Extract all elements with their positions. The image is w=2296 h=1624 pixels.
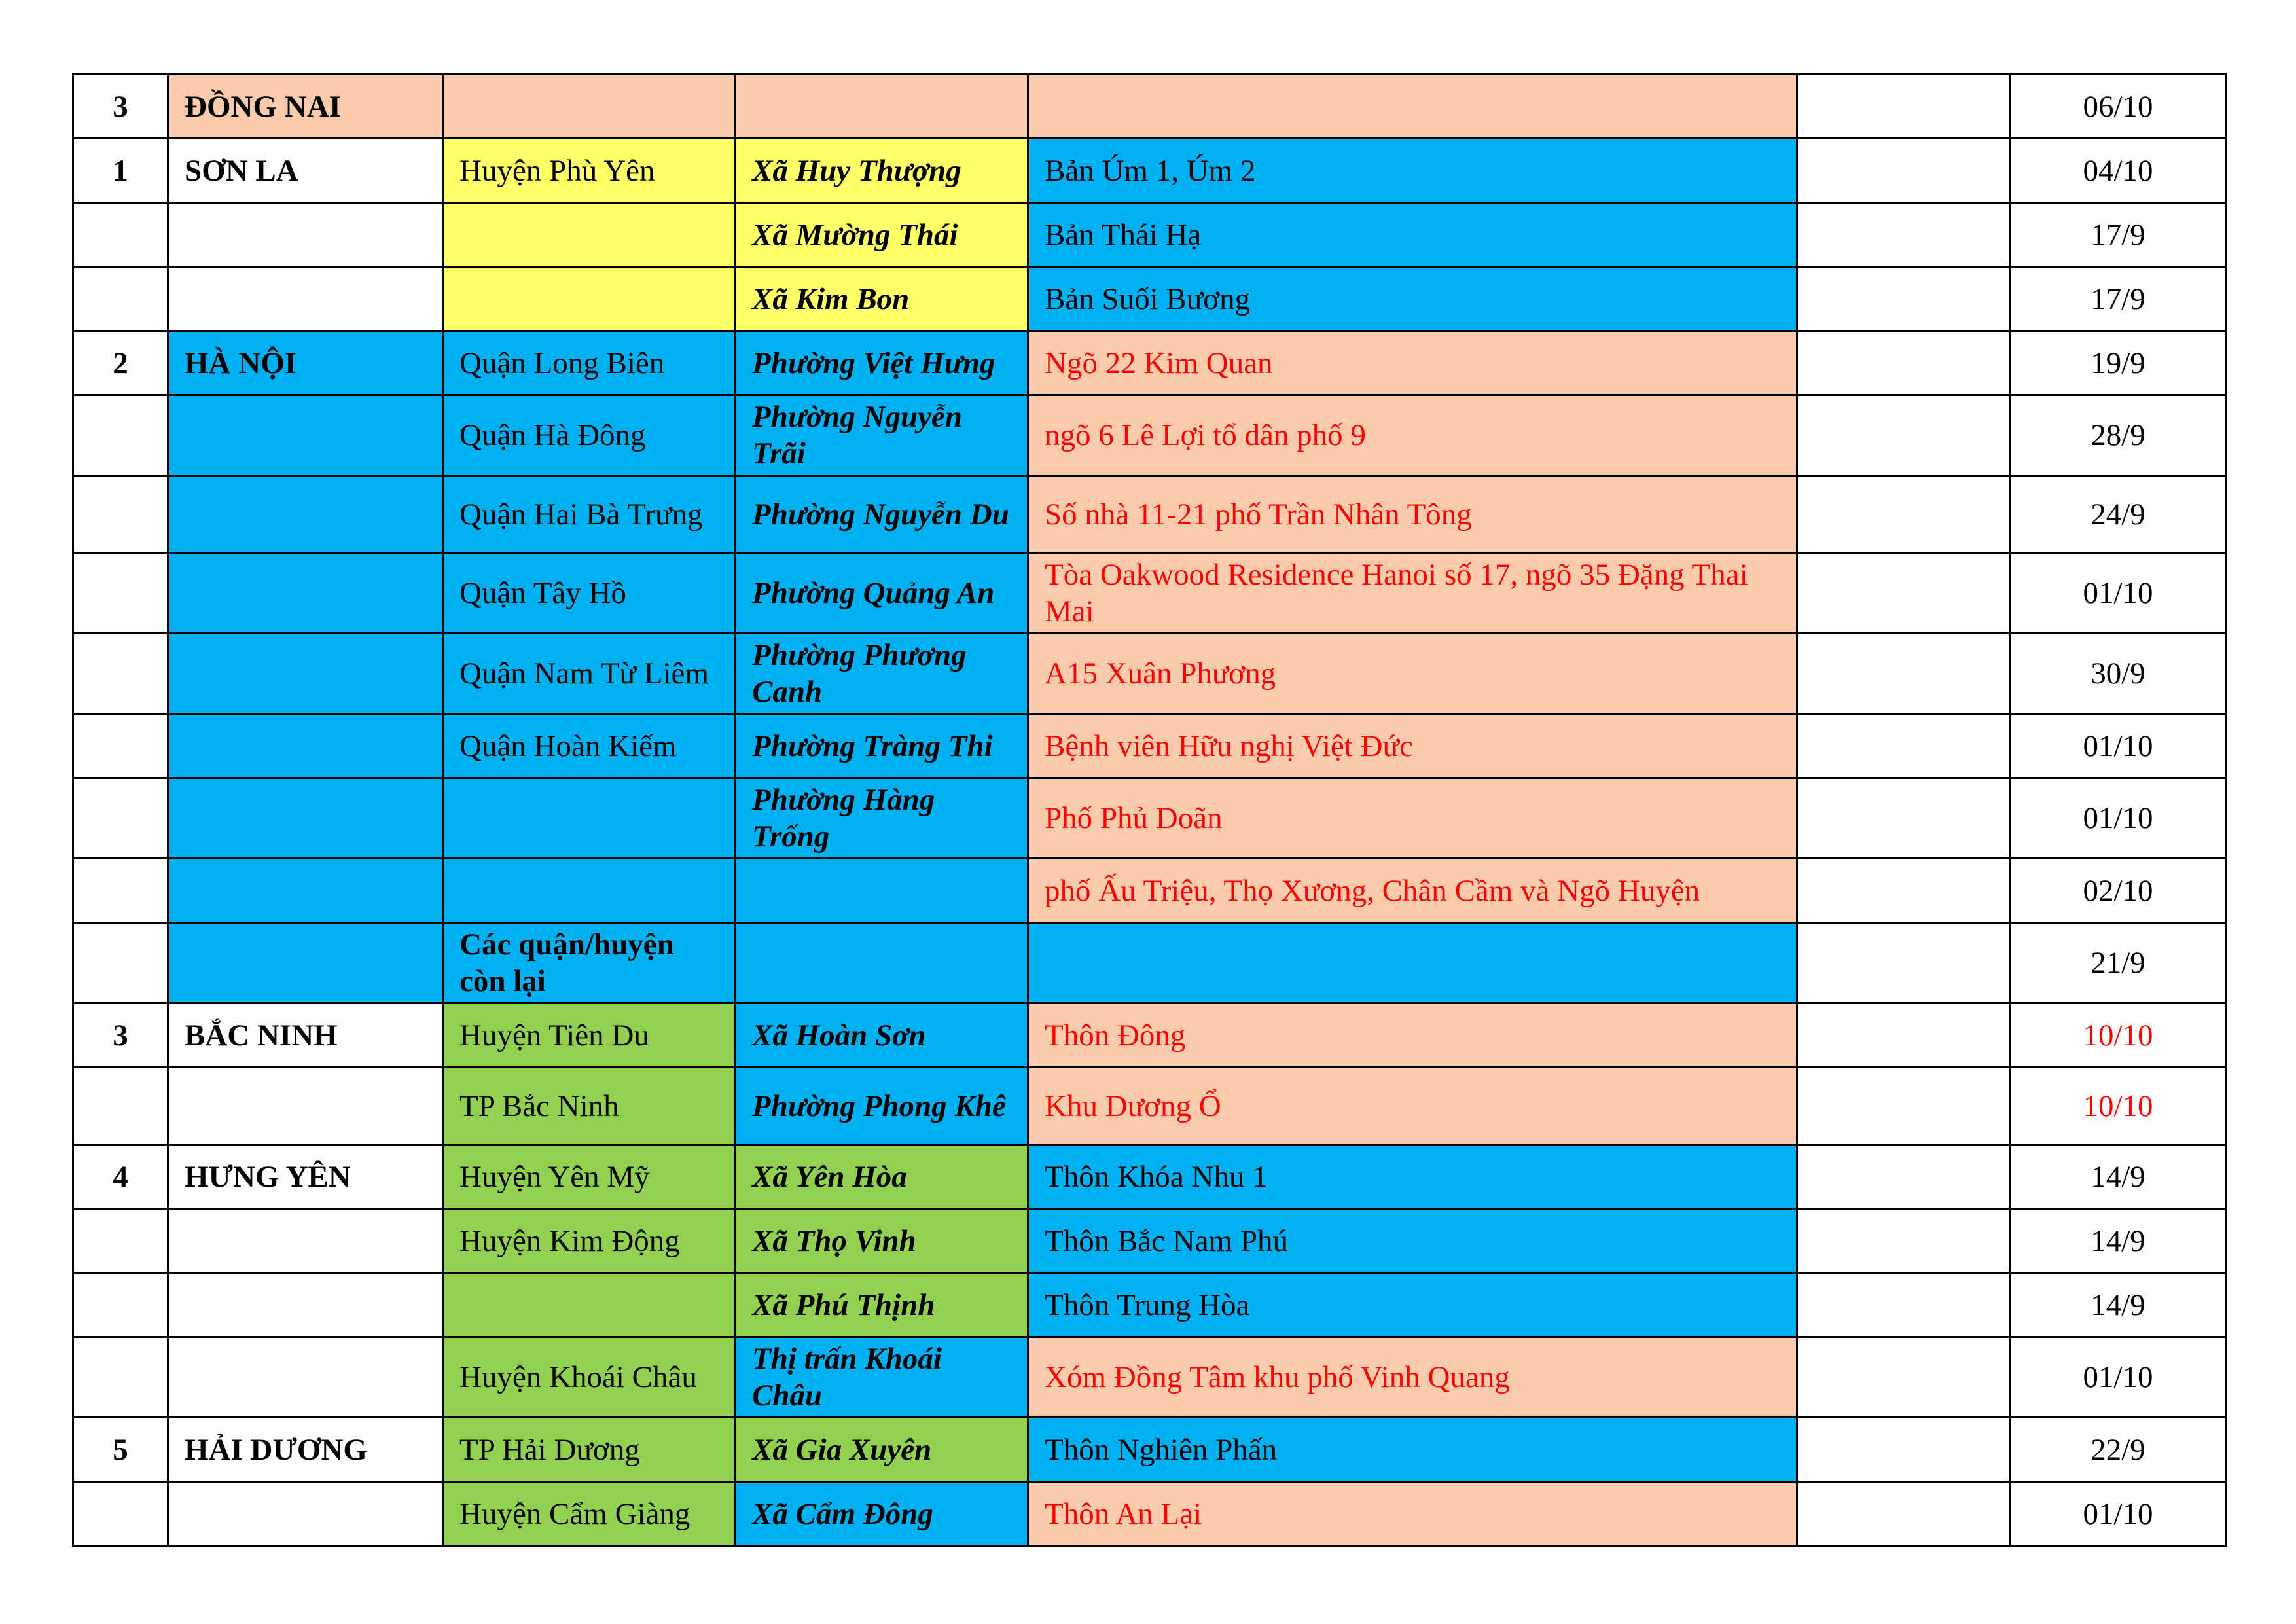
ward-cell: Phường Nguyễn Trãi (736, 395, 1028, 476)
ward-cell (736, 75, 1028, 139)
row-number-cell: 3 (73, 75, 168, 139)
row-number-cell: 3 (73, 1003, 168, 1068)
location-cell (1028, 75, 1797, 139)
table-row (73, 923, 2227, 1003)
table-row (73, 1209, 2227, 1273)
district-cell: Huyện Khoái Châu (443, 1337, 736, 1418)
province-cell (168, 1273, 443, 1337)
row-number-cell (73, 714, 168, 778)
location-cell (1028, 923, 1797, 1003)
ward-cell: Phường Phương Canh (736, 634, 1028, 714)
table-row (73, 1145, 2227, 1209)
province-cell: BẮC NINH (168, 1003, 443, 1068)
location-cell: Bản Úm 1, Úm 2 (1028, 139, 1797, 203)
date-cell: 01/10 (2010, 778, 2227, 859)
ward-cell: Phường Tràng Thi (736, 714, 1028, 778)
empty-cell (1797, 331, 2010, 395)
empty-cell (1797, 634, 2010, 714)
location-cell: Khu Dương Ổ (1028, 1068, 1797, 1145)
outbreak-locations-table (72, 73, 2227, 1547)
location-cell: Bệnh viên Hữu nghị Việt Đức (1028, 714, 1797, 778)
province-cell (168, 1337, 443, 1418)
row-number-cell: 4 (73, 1145, 168, 1209)
ward-cell: Xã Huy Thượng (736, 139, 1028, 203)
location-cell: Bản Thái Hạ (1028, 203, 1797, 267)
row-number-cell (73, 859, 168, 923)
location-cell: ngõ 6 Lê Lợi tổ dân phố 9 (1028, 395, 1797, 476)
empty-cell (1797, 139, 2010, 203)
ward-cell (736, 923, 1028, 1003)
location-cell: Xóm Đồng Tâm khu phố Vinh Quang (1028, 1337, 1797, 1418)
empty-cell (1797, 1482, 2010, 1546)
empty-cell (1797, 1209, 2010, 1273)
row-number-cell: 5 (73, 1418, 168, 1482)
row-number-cell (73, 634, 168, 714)
empty-cell (1797, 75, 2010, 139)
ward-cell: Xã Phú Thịnh (736, 1273, 1028, 1337)
province-cell (168, 553, 443, 634)
empty-cell (1797, 1003, 2010, 1068)
location-cell: Số nhà 11-21 phố Trần Nhân Tông (1028, 476, 1797, 553)
province-cell (168, 714, 443, 778)
table-row (73, 139, 2227, 203)
row-number-cell (73, 476, 168, 553)
empty-cell (1797, 1337, 2010, 1418)
date-cell: 19/9 (2010, 331, 2227, 395)
table-row (73, 395, 2227, 476)
province-cell (168, 476, 443, 553)
location-cell: Bản Suối Bương (1028, 267, 1797, 331)
row-number-cell (73, 395, 168, 476)
empty-cell (1797, 267, 2010, 331)
empty-cell (1797, 1273, 2010, 1337)
table-row (73, 859, 2227, 923)
district-cell: TP Hải Dương (443, 1418, 736, 1482)
ward-cell: Xã Cẩm Đông (736, 1482, 1028, 1546)
province-cell (168, 267, 443, 331)
location-cell: Thôn An Lại (1028, 1482, 1797, 1546)
date-cell: 02/10 (2010, 859, 2227, 923)
table-row (73, 1003, 2227, 1068)
ward-cell: Xã Yên Hòa (736, 1145, 1028, 1209)
province-cell: HƯNG YÊN (168, 1145, 443, 1209)
ward-cell: Phường Phong Khê (736, 1068, 1028, 1145)
row-number-cell (73, 1209, 168, 1273)
province-cell (168, 923, 443, 1003)
district-cell: Huyện Tiên Du (443, 1003, 736, 1068)
province-cell (168, 1482, 443, 1546)
ward-cell: Xã Kim Bon (736, 267, 1028, 331)
date-cell: 22/9 (2010, 1418, 2227, 1482)
table-row (73, 267, 2227, 331)
district-cell: Các quận/huyện còn lại (443, 923, 736, 1003)
ward-cell: Xã Thọ Vinh (736, 1209, 1028, 1273)
district-cell (443, 267, 736, 331)
table-row (73, 1068, 2227, 1145)
table-row (73, 1273, 2227, 1337)
table-row (73, 1418, 2227, 1482)
district-cell: Huyện Cẩm Giàng (443, 1482, 736, 1546)
table-row (73, 714, 2227, 778)
date-cell: 10/10 (2010, 1003, 2227, 1068)
empty-cell (1797, 778, 2010, 859)
date-cell: 06/10 (2010, 75, 2227, 139)
date-cell: 17/9 (2010, 203, 2227, 267)
district-cell: Quận Hai Bà Trưng (443, 476, 736, 553)
district-cell: Quận Hà Đông (443, 395, 736, 476)
empty-cell (1797, 1145, 2010, 1209)
row-number-cell (73, 1482, 168, 1546)
district-cell (443, 203, 736, 267)
date-cell: 14/9 (2010, 1145, 2227, 1209)
row-number-cell (73, 923, 168, 1003)
district-cell: Huyện Yên Mỹ (443, 1145, 736, 1209)
row-number-cell (73, 553, 168, 634)
row-number-cell: 2 (73, 331, 168, 395)
date-cell: 01/10 (2010, 553, 2227, 634)
row-number-cell (73, 267, 168, 331)
province-cell (168, 1068, 443, 1145)
province-cell (168, 395, 443, 476)
date-cell: 30/9 (2010, 634, 2227, 714)
location-cell: Tòa Oakwood Residence Hanoi số 17, ngõ 35 Đặng Thai Mai (1028, 553, 1797, 634)
district-cell (443, 1273, 736, 1337)
location-cell: Thôn Khóa Nhu 1 (1028, 1145, 1797, 1209)
date-cell: 28/9 (2010, 395, 2227, 476)
table-row (73, 1337, 2227, 1418)
ward-cell: Xã Hoàn Sơn (736, 1003, 1028, 1068)
date-cell: 04/10 (2010, 139, 2227, 203)
table-row (73, 331, 2227, 395)
row-number-cell: 1 (73, 139, 168, 203)
date-cell: 17/9 (2010, 267, 2227, 331)
date-cell: 10/10 (2010, 1068, 2227, 1145)
location-cell: Thôn Bắc Nam Phú (1028, 1209, 1797, 1273)
row-number-cell (73, 1337, 168, 1418)
location-cell: Phố Phủ Doãn (1028, 778, 1797, 859)
district-cell: Quận Nam Từ Liêm (443, 634, 736, 714)
ward-cell: Phường Việt Hưng (736, 331, 1028, 395)
district-cell: Quận Tây Hồ (443, 553, 736, 634)
province-cell: ĐỒNG NAI (168, 75, 443, 139)
ward-cell: Phường Quảng An (736, 553, 1028, 634)
province-cell (168, 778, 443, 859)
province-cell (168, 634, 443, 714)
empty-cell (1797, 1068, 2010, 1145)
row-number-cell (73, 203, 168, 267)
ward-cell: Phường Hàng Trống (736, 778, 1028, 859)
table-row (73, 1482, 2227, 1546)
table-row (73, 778, 2227, 859)
ward-cell: Thị trấn Khoái Châu (736, 1337, 1028, 1418)
empty-cell (1797, 1418, 2010, 1482)
province-cell (168, 1209, 443, 1273)
empty-cell (1797, 476, 2010, 553)
province-cell: HÀ NỘI (168, 331, 443, 395)
location-cell: phố Ấu Triệu, Thọ Xương, Chân Cầm và Ngõ Huyện (1028, 859, 1797, 923)
table-row (73, 634, 2227, 714)
location-cell: A15 Xuân Phương (1028, 634, 1797, 714)
district-cell (443, 778, 736, 859)
empty-cell (1797, 714, 2010, 778)
location-cell: Thôn Trung Hòa (1028, 1273, 1797, 1337)
district-cell (443, 75, 736, 139)
district-cell: TP Bắc Ninh (443, 1068, 736, 1145)
district-cell: Huyện Kim Động (443, 1209, 736, 1273)
ward-cell: Xã Mường Thái (736, 203, 1028, 267)
ward-cell: Phường Nguyễn Du (736, 476, 1028, 553)
row-number-cell (73, 1068, 168, 1145)
province-cell (168, 859, 443, 923)
date-cell: 14/9 (2010, 1209, 2227, 1273)
ward-cell (736, 859, 1028, 923)
table-row (73, 476, 2227, 553)
district-cell (443, 859, 736, 923)
date-cell: 01/10 (2010, 714, 2227, 778)
ward-cell: Xã Gia Xuyên (736, 1418, 1028, 1482)
district-cell: Quận Hoàn Kiếm (443, 714, 736, 778)
date-cell: 21/9 (2010, 923, 2227, 1003)
location-cell: Thôn Đông (1028, 1003, 1797, 1068)
location-cell: Ngõ 22 Kim Quan (1028, 331, 1797, 395)
table-row (73, 75, 2227, 139)
date-cell: 01/10 (2010, 1337, 2227, 1418)
empty-cell (1797, 553, 2010, 634)
province-cell: SƠN LA (168, 139, 443, 203)
district-cell: Huyện Phù Yên (443, 139, 736, 203)
district-cell: Quận Long Biên (443, 331, 736, 395)
empty-cell (1797, 395, 2010, 476)
table-row (73, 553, 2227, 634)
row-number-cell (73, 1273, 168, 1337)
date-cell: 24/9 (2010, 476, 2227, 553)
date-cell: 14/9 (2010, 1273, 2227, 1337)
empty-cell (1797, 923, 2010, 1003)
province-cell: HẢI DƯƠNG (168, 1418, 443, 1482)
province-cell (168, 203, 443, 267)
row-number-cell (73, 778, 168, 859)
date-cell: 01/10 (2010, 1482, 2227, 1546)
empty-cell (1797, 203, 2010, 267)
empty-cell (1797, 859, 2010, 923)
location-cell: Thôn Nghiên Phấn (1028, 1418, 1797, 1482)
table-row (73, 203, 2227, 267)
table-body (73, 75, 2227, 1546)
